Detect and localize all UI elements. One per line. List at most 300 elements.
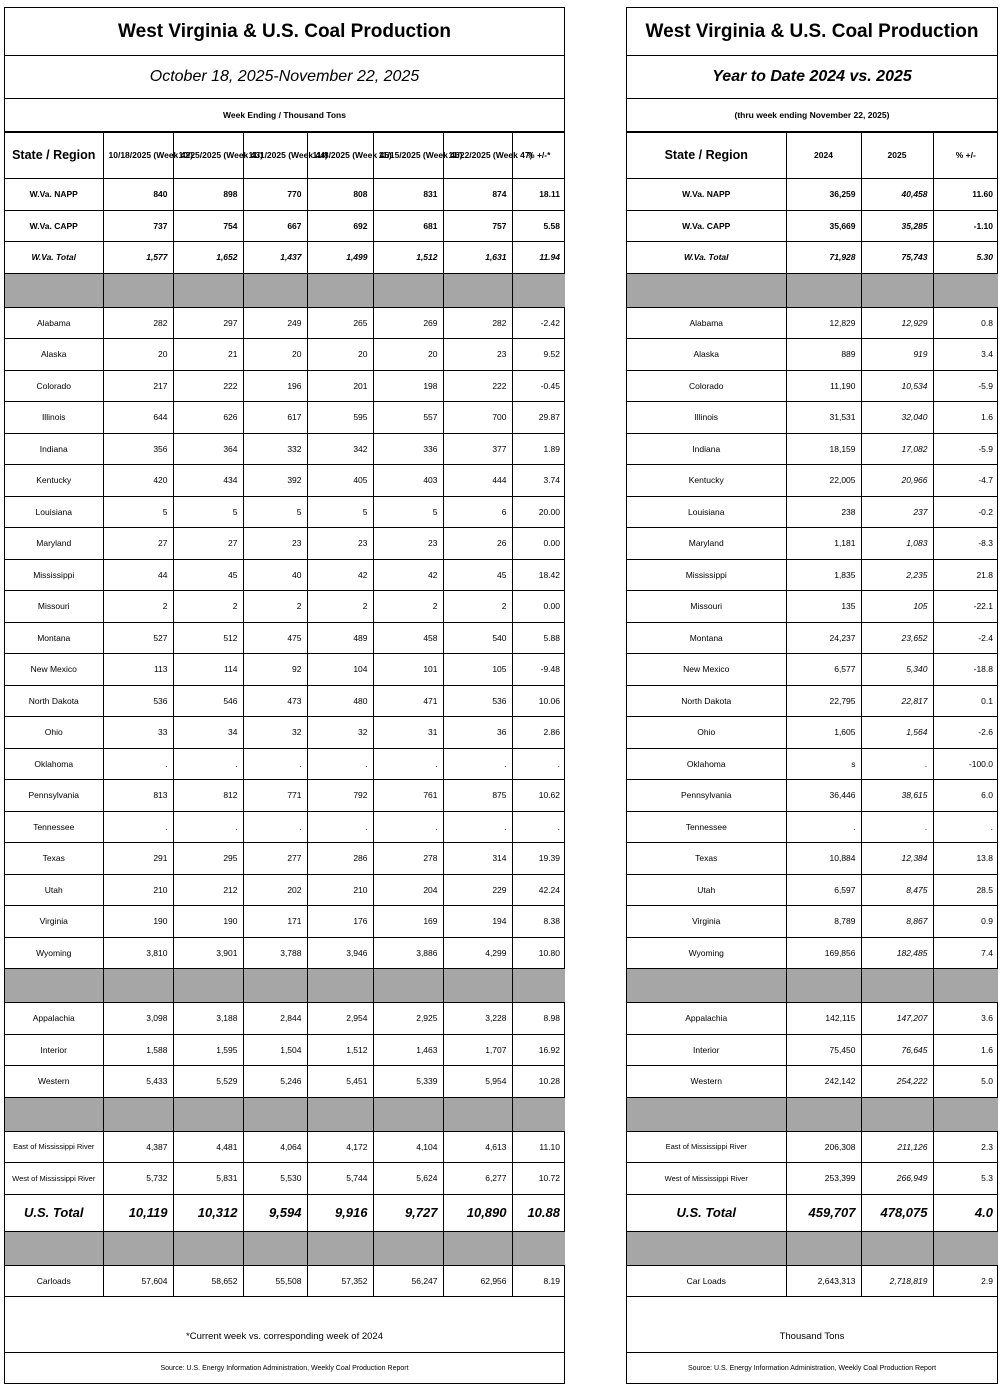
divider-cell <box>786 1231 861 1265</box>
table-cell: 210 <box>103 874 173 906</box>
row-label: Pennsylvania <box>5 780 103 812</box>
table-cell: 4,104 <box>373 1131 443 1163</box>
table-cell: 204 <box>373 874 443 906</box>
table-cell: 6,597 <box>786 874 861 906</box>
table-cell: 0.00 <box>512 591 565 623</box>
table-cell: 18,159 <box>786 433 861 465</box>
source-note: Source: U.S. Energy Information Administration, Weekly Coal Production Report <box>687 1365 937 1372</box>
row-label: Utah <box>5 874 103 906</box>
table-cell: 33 <box>103 717 173 749</box>
table-cell: 3.4 <box>933 339 998 371</box>
table-cell: 6 <box>443 496 512 528</box>
row-label: Interior <box>5 1034 103 1066</box>
table-cell: 536 <box>443 685 512 717</box>
units-footnote: Thousand Tons <box>627 1320 997 1353</box>
table-row-alabama <box>627 307 998 339</box>
table-cell: 36,259 <box>786 179 861 211</box>
row-label: Appalachia <box>5 1003 103 1035</box>
table-row-alaska <box>627 339 998 371</box>
table-cell: 32,040 <box>861 402 933 434</box>
table-cell: 9,916 <box>307 1194 373 1231</box>
table-cell: 4,064 <box>243 1131 307 1163</box>
table-cell: 171 <box>243 906 307 938</box>
table-cell: 190 <box>103 906 173 938</box>
table-cell: 314 <box>443 843 512 875</box>
table-cell: 4,172 <box>307 1131 373 1163</box>
table-cell: 9,727 <box>373 1194 443 1231</box>
row-label: Kentucky <box>5 465 103 497</box>
table-row-indiana <box>5 433 565 465</box>
table-cell: 176 <box>307 906 373 938</box>
row-label: W.Va. NAPP <box>627 179 786 211</box>
divider-cell <box>5 969 103 1003</box>
table-cell: 2,643,313 <box>786 1265 861 1297</box>
table-row-texas <box>627 843 998 875</box>
table-cell: 0.9 <box>933 906 998 938</box>
row-label: W.Va. NAPP <box>5 179 103 211</box>
table-cell: -9.48 <box>512 654 565 686</box>
table-cell: 31 <box>373 717 443 749</box>
table-cell: 2.3 <box>933 1131 998 1163</box>
table-cell: 169,856 <box>786 937 861 969</box>
row-label: Interior <box>627 1034 786 1066</box>
table-cell: 792 <box>307 780 373 812</box>
row-label: Texas <box>5 843 103 875</box>
table-cell: 42.24 <box>512 874 565 906</box>
table-cell: 681 <box>373 210 443 242</box>
table-row-wv-capp <box>5 210 565 242</box>
table-row-colorado <box>627 370 998 402</box>
divider-cell <box>512 1097 565 1131</box>
table-cell: 5,340 <box>861 654 933 686</box>
divider-cell <box>627 1231 786 1265</box>
table-cell: 458 <box>373 622 443 654</box>
table-cell: 405 <box>307 465 373 497</box>
table-cell: 770 <box>243 179 307 211</box>
table-cell: 5,433 <box>103 1066 173 1098</box>
row-label: W.Va. CAPP <box>627 210 786 242</box>
row-label: Louisiana <box>627 496 786 528</box>
section-divider-row <box>5 969 565 1003</box>
divider-cell <box>373 1097 443 1131</box>
table-cell: 5,831 <box>173 1163 243 1195</box>
table-cell: 147,207 <box>861 1003 933 1035</box>
table-cell: 475 <box>243 622 307 654</box>
column-header: 11/22/2025 (Week 47) <box>443 133 512 179</box>
table-cell: 196 <box>243 370 307 402</box>
table-cell: s <box>786 748 861 780</box>
table-cell: 286 <box>307 843 373 875</box>
section-divider-row <box>5 273 565 307</box>
divider-cell <box>443 1097 512 1131</box>
table-cell: 0.8 <box>933 307 998 339</box>
table-cell: 18.42 <box>512 559 565 591</box>
panel-title: West Virginia & U.S. Coal Production <box>5 8 564 56</box>
table-cell: 5,530 <box>243 1163 307 1195</box>
row-label: New Mexico <box>627 654 786 686</box>
table-cell: . <box>933 811 998 843</box>
table-cell: 35,669 <box>786 210 861 242</box>
table-cell: 212 <box>173 874 243 906</box>
table-cell: 35,285 <box>861 210 933 242</box>
table-cell: 0.1 <box>933 685 998 717</box>
table-cell: -4.7 <box>933 465 998 497</box>
table-cell: 249 <box>243 307 307 339</box>
table-cell: . <box>307 748 373 780</box>
table-cell: 874 <box>443 179 512 211</box>
table-cell: 282 <box>103 307 173 339</box>
table-cell: . <box>443 811 512 843</box>
table-row-wv-total <box>627 242 998 274</box>
divider-cell <box>173 969 243 1003</box>
table-cell: 56,247 <box>373 1265 443 1297</box>
table-cell: 24,237 <box>786 622 861 654</box>
table-cell: 26 <box>443 528 512 560</box>
table-cell: 5.88 <box>512 622 565 654</box>
divider-cell <box>786 969 861 1003</box>
divider-cell <box>443 273 512 307</box>
row-label: Colorado <box>5 370 103 402</box>
row-label: Colorado <box>627 370 786 402</box>
divider-cell <box>933 969 998 1003</box>
divider-cell <box>512 273 565 307</box>
divider-cell <box>373 969 443 1003</box>
table-row-western <box>5 1066 565 1098</box>
column-header: 2024 <box>786 133 861 179</box>
table-cell: 356 <box>103 433 173 465</box>
table-cell: 210 <box>307 874 373 906</box>
row-label: Virginia <box>627 906 786 938</box>
row-label: Mississippi <box>627 559 786 591</box>
table-cell: 105 <box>443 654 512 686</box>
table-cell: 1,504 <box>243 1034 307 1066</box>
divider-cell <box>5 1097 103 1131</box>
table-cell: 11.94 <box>512 242 565 274</box>
table-cell: 142,115 <box>786 1003 861 1035</box>
table-cell: 34 <box>173 717 243 749</box>
table-cell: 5 <box>243 496 307 528</box>
table-row-appalachia <box>627 1003 998 1035</box>
row-label: Wyoming <box>627 937 786 969</box>
table-cell: 3,901 <box>173 937 243 969</box>
table-cell: 480 <box>307 685 373 717</box>
table-cell: 31,531 <box>786 402 861 434</box>
divider-cell <box>307 1097 373 1131</box>
table-cell: 27 <box>173 528 243 560</box>
table-cell: 10,890 <box>443 1194 512 1231</box>
source-note: Source: U.S. Energy Information Administration, Weekly Coal Production Report <box>160 1365 409 1372</box>
table-cell: 282 <box>443 307 512 339</box>
table-cell: 5,246 <box>243 1066 307 1098</box>
table-cell: 2,925 <box>373 1003 443 1035</box>
row-label: Pennsylvania <box>627 780 786 812</box>
table-cell: 217 <box>103 370 173 402</box>
table-cell: -0.2 <box>933 496 998 528</box>
table-cell: 5,624 <box>373 1163 443 1195</box>
divider-cell <box>173 1097 243 1131</box>
table-cell: 297 <box>173 307 243 339</box>
row-label: Ohio <box>5 717 103 749</box>
weekly-production-panel <box>4 7 565 1384</box>
table-row-wv-capp <box>627 210 998 242</box>
table-cell: 1,605 <box>786 717 861 749</box>
table-row-north-dakota <box>5 685 565 717</box>
table-cell: 4,299 <box>443 937 512 969</box>
row-label: Kentucky <box>627 465 786 497</box>
table-cell: 420 <box>103 465 173 497</box>
table-cell: -2.42 <box>512 307 565 339</box>
weekly-production-table <box>5 132 565 1297</box>
table-cell: 45 <box>173 559 243 591</box>
table-cell: 478,075 <box>861 1194 933 1231</box>
divider-cell <box>786 273 861 307</box>
table-cell: 23 <box>373 528 443 560</box>
table-cell: 364 <box>173 433 243 465</box>
table-row-west-miss <box>5 1163 565 1195</box>
table-cell: 21 <box>173 339 243 371</box>
table-cell: 2,844 <box>243 1003 307 1035</box>
table-cell: 182,485 <box>861 937 933 969</box>
table-cell: 17,082 <box>861 433 933 465</box>
table-row-utah <box>5 874 565 906</box>
row-label: W.Va. Total <box>627 242 786 274</box>
row-label: West of Mississippi River <box>5 1163 103 1195</box>
table-cell: 898 <box>173 179 243 211</box>
table-row-carloads <box>627 1265 998 1297</box>
table-cell: 8.19 <box>512 1265 565 1297</box>
table-cell: 754 <box>173 210 243 242</box>
table-row-ohio <box>627 717 998 749</box>
row-label: Virginia <box>5 906 103 938</box>
divider-cell <box>933 1231 998 1265</box>
row-label: Western <box>5 1066 103 1098</box>
table-cell: 22,005 <box>786 465 861 497</box>
table-cell: 222 <box>443 370 512 402</box>
divider-cell <box>103 273 173 307</box>
table-cell: 831 <box>373 179 443 211</box>
column-header: % +/-* <box>512 133 565 179</box>
table-cell: 5 <box>103 496 173 528</box>
divider-cell <box>103 1097 173 1131</box>
table-cell: 135 <box>786 591 861 623</box>
table-cell: 238 <box>786 496 861 528</box>
table-cell: 198 <box>373 370 443 402</box>
units-label: (thru week ending November 22, 2025) <box>627 99 997 132</box>
section-divider-row <box>627 1231 998 1265</box>
table-row-illinois <box>627 402 998 434</box>
table-row-alabama <box>5 307 565 339</box>
row-label: Appalachia <box>627 1003 786 1035</box>
table-cell: 5 <box>373 496 443 528</box>
table-cell: -2.4 <box>933 622 998 654</box>
divider-cell <box>307 969 373 1003</box>
table-cell: 22,817 <box>861 685 933 717</box>
column-header: 11/8/2025 (Week 45) <box>307 133 373 179</box>
column-header: 11/1/2025 (Week 44) <box>243 133 307 179</box>
table-cell: . <box>103 811 173 843</box>
row-label: New Mexico <box>5 654 103 686</box>
table-cell: 13.8 <box>933 843 998 875</box>
table-cell: 18.11 <box>512 179 565 211</box>
row-label: East of Mississippi River <box>5 1131 103 1163</box>
table-cell: 278 <box>373 843 443 875</box>
section-divider-row <box>627 1097 998 1131</box>
table-cell: 875 <box>443 780 512 812</box>
table-cell: 45 <box>443 559 512 591</box>
table-cell: 617 <box>243 402 307 434</box>
table-cell: 254,222 <box>861 1066 933 1098</box>
table-cell: 1,181 <box>786 528 861 560</box>
table-cell: 808 <box>307 179 373 211</box>
table-cell: 473 <box>243 685 307 717</box>
table-cell: 489 <box>307 622 373 654</box>
table-row-west-miss <box>627 1163 998 1195</box>
panel-title: West Virginia & U.S. Coal Production <box>627 8 997 56</box>
units-label: Week Ending / Thousand Tons <box>5 99 564 132</box>
table-cell: 21.8 <box>933 559 998 591</box>
table-row-wv-total <box>5 242 565 274</box>
table-cell: 23 <box>243 528 307 560</box>
divider-cell <box>5 273 103 307</box>
divider-cell <box>243 1231 307 1265</box>
table-cell: 2,718,819 <box>861 1265 933 1297</box>
ytd-production-panel <box>626 7 998 1384</box>
row-label: North Dakota <box>627 685 786 717</box>
column-header: 10/18/2025 (Week 42) <box>103 133 173 179</box>
row-label: Montana <box>627 622 786 654</box>
divider-cell <box>373 1231 443 1265</box>
table-cell: 265 <box>307 307 373 339</box>
table-cell: . <box>443 748 512 780</box>
table-cell: 2 <box>373 591 443 623</box>
table-cell: 8,789 <box>786 906 861 938</box>
table-cell: 3.74 <box>512 465 565 497</box>
table-row-missouri <box>627 591 998 623</box>
table-row-us-total <box>627 1194 998 1231</box>
table-cell: 44 <box>103 559 173 591</box>
table-cell: 7.4 <box>933 937 998 969</box>
table-cell: 1,631 <box>443 242 512 274</box>
table-cell: 4.0 <box>933 1194 998 1231</box>
table-cell: 10.06 <box>512 685 565 717</box>
row-label: U.S. Total <box>5 1194 103 1231</box>
divider-cell <box>933 1097 998 1131</box>
row-label: East of Mississippi River <box>627 1131 786 1163</box>
table-row-interior <box>5 1034 565 1066</box>
table-row-oklahoma <box>627 748 998 780</box>
row-label: Montana <box>5 622 103 654</box>
table-cell: 55,508 <box>243 1265 307 1297</box>
table-cell: 36 <box>443 717 512 749</box>
table-row-western <box>627 1066 998 1098</box>
divider-cell <box>512 969 565 1003</box>
row-label: W.Va. CAPP <box>5 210 103 242</box>
table-row-carloads <box>5 1265 565 1297</box>
table-cell: . <box>173 748 243 780</box>
row-label: Missouri <box>627 591 786 623</box>
table-cell: 3.6 <box>933 1003 998 1035</box>
table-cell: . <box>861 811 933 843</box>
table-row-missouri <box>5 591 565 623</box>
table-cell: 32 <box>243 717 307 749</box>
table-cell: 6,277 <box>443 1163 512 1195</box>
table-cell: . <box>307 811 373 843</box>
table-cell: 757 <box>443 210 512 242</box>
table-cell: 813 <box>103 780 173 812</box>
table-cell: 5,744 <box>307 1163 373 1195</box>
table-cell: 20 <box>307 339 373 371</box>
table-cell: 277 <box>243 843 307 875</box>
table-cell: 12,384 <box>861 843 933 875</box>
table-row-pennsylvania <box>5 780 565 812</box>
table-cell: 536 <box>103 685 173 717</box>
row-label: Tennessee <box>5 811 103 843</box>
table-cell: 3,098 <box>103 1003 173 1035</box>
table-row-maryland <box>627 528 998 560</box>
column-header: 11/15/2025 (Week 46) <box>373 133 443 179</box>
table-cell: 36,446 <box>786 780 861 812</box>
table-cell: 2,954 <box>307 1003 373 1035</box>
table-cell: 57,352 <box>307 1265 373 1297</box>
table-cell: 1,652 <box>173 242 243 274</box>
table-cell: 2 <box>243 591 307 623</box>
table-cell: 253,399 <box>786 1163 861 1195</box>
table-row-louisiana <box>5 496 565 528</box>
table-cell: 1,564 <box>861 717 933 749</box>
table-cell: 114 <box>173 654 243 686</box>
row-label: Mississippi <box>5 559 103 591</box>
table-row-us-total <box>5 1194 565 1231</box>
table-cell: 23 <box>443 339 512 371</box>
panel-subtitle: Year to Date 2024 vs. 2025 <box>627 56 997 99</box>
table-row-wyoming <box>627 937 998 969</box>
table-cell: 3,788 <box>243 937 307 969</box>
table-cell: 29.87 <box>512 402 565 434</box>
table-cell: 5.58 <box>512 210 565 242</box>
table-cell: 1,588 <box>103 1034 173 1066</box>
table-row-east-miss <box>5 1131 565 1163</box>
table-cell: 1,512 <box>373 242 443 274</box>
table-cell: 2 <box>173 591 243 623</box>
table-cell: 10,119 <box>103 1194 173 1231</box>
divider-cell <box>861 1231 933 1265</box>
divider-cell <box>627 1097 786 1131</box>
table-cell: 3,946 <box>307 937 373 969</box>
table-cell: 342 <box>307 433 373 465</box>
table-cell: 10.28 <box>512 1066 565 1098</box>
table-cell: 5,339 <box>373 1066 443 1098</box>
table-cell: 5,529 <box>173 1066 243 1098</box>
table-cell: 2.9 <box>933 1265 998 1297</box>
section-divider-row <box>5 1097 565 1131</box>
table-cell: 0.00 <box>512 528 565 560</box>
table-cell: . <box>103 748 173 780</box>
row-label: Illinois <box>5 402 103 434</box>
table-cell: 2 <box>443 591 512 623</box>
table-cell: 10.62 <box>512 780 565 812</box>
row-label: Maryland <box>5 528 103 560</box>
table-cell: 434 <box>173 465 243 497</box>
divider-cell <box>103 1231 173 1265</box>
divider-cell <box>861 969 933 1003</box>
table-cell: 840 <box>103 179 173 211</box>
table-cell: 10,884 <box>786 843 861 875</box>
table-cell: . <box>512 811 565 843</box>
table-cell: 58,652 <box>173 1265 243 1297</box>
table-cell: 10,312 <box>173 1194 243 1231</box>
table-cell: 28.5 <box>933 874 998 906</box>
table-cell: 1,463 <box>373 1034 443 1066</box>
